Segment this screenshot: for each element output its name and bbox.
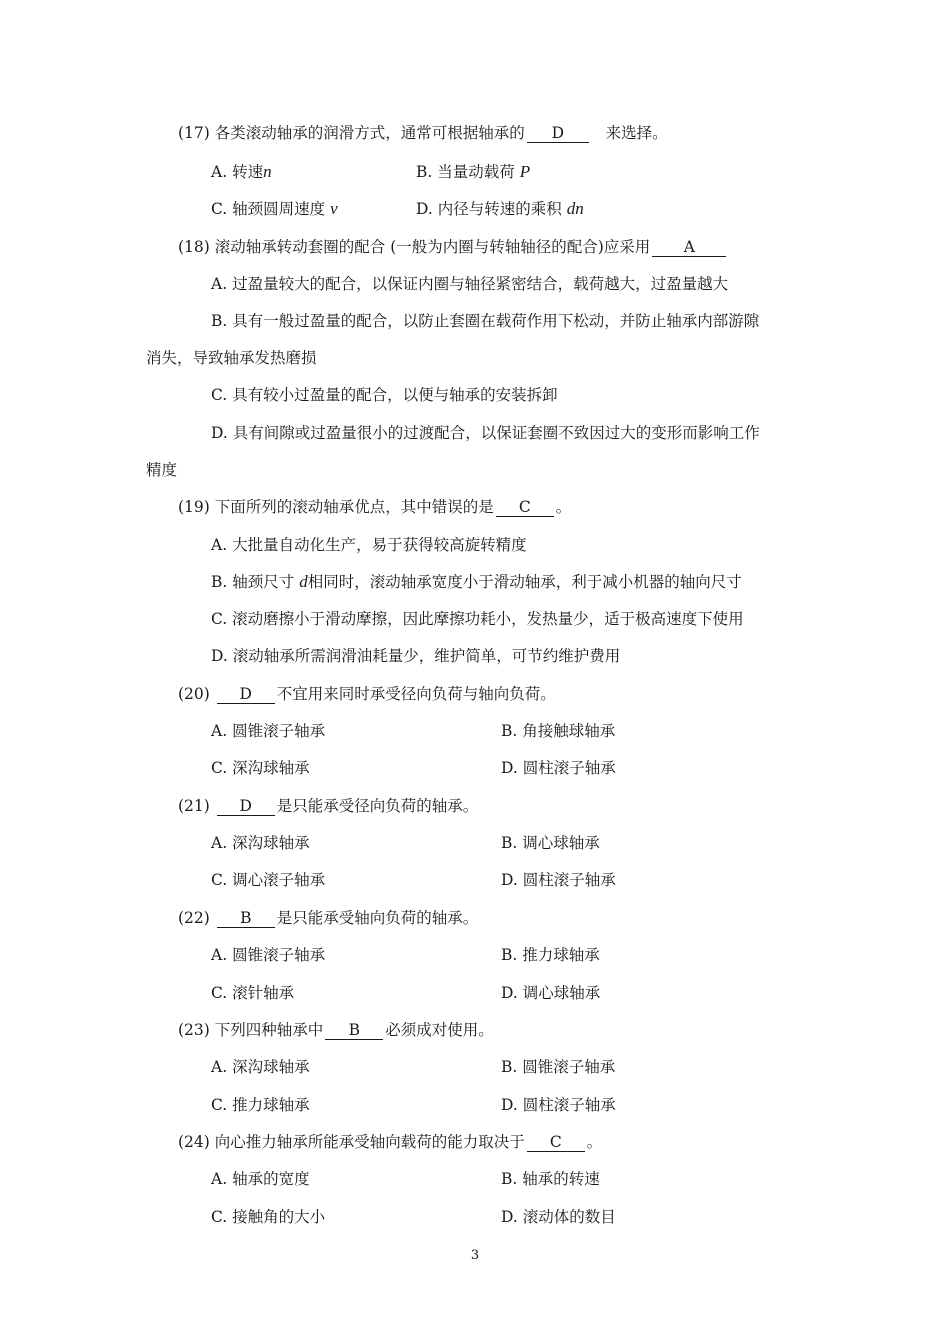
option-19-a: A. 大批量自动化生产，易于获得较高旋转精度: [211, 536, 527, 554]
answer-blank: A: [652, 239, 726, 257]
option-17-d: D. 内径与转速的乘积 dn: [416, 199, 584, 218]
option-17-c: C. 轴颈圆周速度 v: [211, 199, 338, 218]
option-20-a: A. 圆锥滚子轴承: [211, 722, 326, 740]
question-18: [178, 237, 728, 257]
answer-blank: C: [527, 1134, 585, 1152]
question-number: (19): [178, 498, 210, 516]
option-22-d: D. 调心球轴承: [501, 984, 601, 1002]
question-text: 下面所列的滚动轴承优点，其中错误的是: [214, 498, 494, 516]
option-18-b-continued: 消失，导致轴承发热磨损: [146, 349, 317, 367]
question-text-end: 。: [555, 498, 572, 516]
option-24-a: A. 轴承的宽度: [211, 1170, 310, 1188]
option-23-c: C. 推力球轴承: [211, 1096, 310, 1114]
question-number: (23): [178, 1021, 210, 1039]
question-number: (18): [178, 238, 210, 256]
question-21: [178, 796, 478, 816]
option-18-a: A. 过盈量较大的配合，以保证内圈与轴径紧密结合，载荷越大，过盈量越大: [211, 275, 729, 293]
question-text: 各类滚动轴承的润滑方式，通常可根据轴承的: [214, 124, 525, 142]
question-text: 向心推力轴承所能承受轴向载荷的能力取决于: [214, 1133, 525, 1151]
question-text-end: 不宜用来同时承受径向负荷与轴向负荷。: [276, 685, 556, 703]
question-text-end: 是只能承受径向负荷的轴承。: [276, 797, 479, 815]
answer-blank: C: [496, 499, 554, 517]
question-text-end: 是只能承受轴向负荷的轴承。: [276, 909, 479, 927]
option-22-a: A. 圆锥滚子轴承: [211, 946, 326, 964]
option-19-c: C. 滚动磨擦小于滑动摩擦，因此摩擦功耗小，发热量少，适于极高速度下使用: [211, 610, 744, 628]
question-text-end: 。: [586, 1133, 603, 1151]
option-19-d: D. 滚动轴承所需润滑油耗量少，维护简单，可节约维护费用: [211, 647, 621, 665]
question-number: (20): [178, 685, 210, 703]
option-20-b: B. 角接触球轴承: [501, 722, 616, 740]
option-24-b: B. 轴承的转速: [501, 1170, 600, 1188]
option-20-c: C. 深沟球轴承: [211, 759, 310, 777]
option-20-d: D. 圆柱滚子轴承: [501, 759, 616, 777]
question-text: 滚动轴承转动套圈的配合 (一般为内圈与转轴轴径的配合)应采用: [214, 238, 651, 256]
question-number: (17): [178, 124, 210, 142]
answer-blank: B: [325, 1022, 383, 1040]
question-24: [178, 1132, 602, 1152]
answer-blank: D: [217, 798, 275, 816]
answer-blank: B: [217, 910, 275, 928]
option-18-b: B. 具有一般过盈量的配合，以防止套圈在载荷作用下松动，并防止轴承内部游隙: [211, 312, 760, 330]
question-number: (21): [178, 797, 210, 815]
question-number: (22): [178, 909, 210, 927]
option-23-d: D. 圆柱滚子轴承: [501, 1096, 616, 1114]
question-23: [178, 1020, 494, 1040]
answer-blank: D: [217, 686, 275, 704]
option-24-d: D. 滚动体的数目: [501, 1208, 616, 1226]
page-number: 3: [470, 1248, 480, 1263]
option-18-c: C. 具有较小过盈量的配合，以便与轴承的安装拆卸: [211, 386, 558, 404]
option-22-c: C. 滚针轴承: [211, 984, 295, 1002]
question-20: [178, 684, 556, 704]
option-21-c: C. 调心滚子轴承: [211, 871, 326, 889]
option-22-b: B. 推力球轴承: [501, 946, 600, 964]
option-23-b: B. 圆锥滚子轴承: [501, 1058, 616, 1076]
option-21-d: D. 圆柱滚子轴承: [501, 871, 616, 889]
question-22: [178, 908, 478, 928]
question-19: [178, 497, 571, 517]
option-17-a: A. 转速n: [211, 162, 272, 181]
question-text-end: 必须成对使用。: [385, 1021, 494, 1039]
answer-blank: D: [527, 125, 589, 143]
question-text-end: 来选择。: [605, 124, 668, 142]
option-19-b: B. 轴颈尺寸 d相同时，滚动轴承宽度小于滑动轴承，利于减小机器的轴向尺寸: [211, 572, 742, 591]
question-17: [178, 123, 668, 143]
option-18-d-continued: 精度: [146, 461, 178, 479]
option-24-c: C. 接触角的大小: [211, 1208, 326, 1226]
option-23-a: A. 深沟球轴承: [211, 1058, 310, 1076]
option-17-b: B. 当量动载荷 P: [416, 162, 531, 181]
option-21-a: A. 深沟球轴承: [211, 834, 310, 852]
option-21-b: B. 调心球轴承: [501, 834, 600, 852]
question-text: 下列四种轴承中: [214, 1021, 324, 1039]
question-number: (24): [178, 1133, 210, 1151]
option-18-d: D. 具有间隙或过盈量很小的过渡配合，以保证套圈不致因过大的变形而影响工作: [211, 424, 760, 442]
